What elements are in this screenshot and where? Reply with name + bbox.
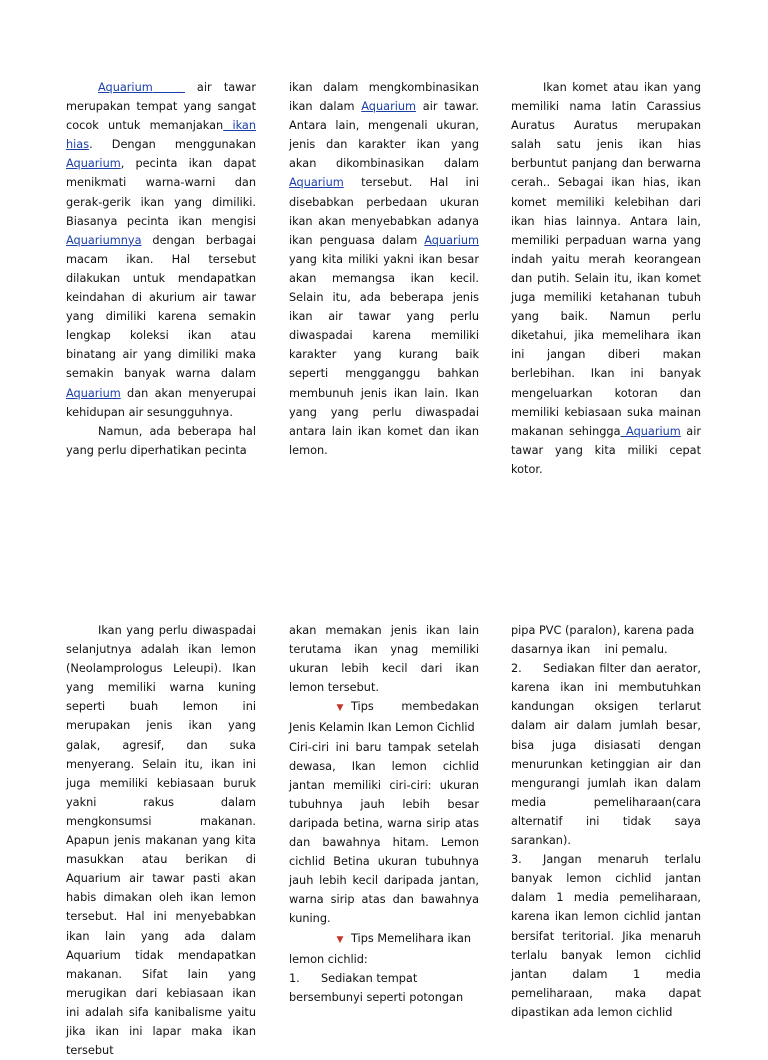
list-number: 1.	[289, 971, 300, 985]
text-run: air tawar. Antara lain, mengenali ukuran, jenis dan karakter ikan yang akan dikombinasikan dalam	[289, 100, 479, 171]
top-column-1	[66, 78, 256, 460]
list-item	[289, 969, 479, 1007]
list-number: 3.	[511, 853, 522, 867]
text-run: air tawar yang kita miliki cepat kotor.	[511, 424, 701, 476]
text-run: Tips Memelihara ikan lemon cichlid:	[289, 931, 472, 966]
text-run: ikan dalam mengkombinasikan ikan dalam	[289, 81, 479, 114]
link-aquarium[interactable]: Aquarium	[620, 424, 681, 438]
paragraph: akan memakan jenis ikan lain terutama ikan ynag memiliki ukuran lebih kecil dari ikan lemon tersebut.	[289, 624, 479, 695]
text-run: Ikan komet atau ikan yang memiliki nama latin Carassius Auratus Auratus merupakan salah satu jenis ikan hias berbuntut panjang dan berwarna cerah.. Sebagai ikan hias, ikan komet memiliki kelebihan dari ikan hias lainnya. Antara lain, memiliki perpaduan warna yang indah yaitu merah keorangean dan putih. Selain itu, ikan komet juga memiliki ketahanan tubuh yang baik. Namun perlu diketahui, jika memelihara ikan ini jangan diberi makan berlebihan. Ikan ini banyak mengeluarkan kotoran dan memiliki kebiasaan suka mainan makanan sehingga	[511, 81, 701, 438]
link-aquarium[interactable]: Aquarium	[424, 233, 479, 247]
tips-heading	[289, 929, 479, 969]
paragraph: pipa PVC (paralon), karena pada dasarnya ikan ini pemalu.	[511, 624, 698, 657]
text-run: Tips membedakan Jenis Kelamin Ikan Lemon Cichlid	[289, 700, 479, 735]
bottom-column-2	[289, 621, 479, 1007]
text-run: air tawar merupakan tempat yang sangat cocok untuk memanjakan	[66, 81, 256, 133]
link-ikan-hias[interactable]: ikan hias	[66, 119, 257, 152]
text-run: , pecinta ikan dapat menikmati warna-warni dan gerak-gerik ikan yang dimiliki. Biasanya pecinta ikan mengisi	[66, 157, 256, 228]
pin-bullet-icon: ▼	[336, 703, 344, 714]
tips-heading	[289, 697, 479, 737]
text-run: dan akan menyerupai kehidupan air sesungguhnya.	[66, 386, 256, 419]
text-run: yang kita miliki yakni ikan besar akan memangsa ikan kecil. Selain itu, ada beberapa jenis ikan air tawar yang perlu diwaspadai karena memiliki karakter yang kurang baik seperti mengganggu bahkan membunuh jenis ikan lain. Ikan yang yang perlu diwaspadai antara lain ikan komet dan ikan lemon.	[289, 252, 479, 457]
link-aquarium[interactable]: Aquarium	[66, 157, 121, 171]
text-run: . Dengan menggunakan	[89, 138, 256, 152]
top-column-2	[289, 78, 479, 460]
top-column-3	[511, 78, 701, 479]
paragraph	[66, 78, 256, 422]
link-aquarium[interactable]: Aquarium	[289, 176, 344, 190]
paragraph	[289, 78, 479, 460]
paragraph	[511, 78, 701, 479]
list-item	[511, 659, 701, 850]
text-run: dengan berbagai macam ikan. Hal tersebut dilakukan untuk mendapatkan keindahan di akurium air tawar yang dimiliki karena semakin lengkap koleksi ikan atau binatang air yang dimiliki maka semakin banyak warna dalam	[66, 233, 256, 381]
link-aquarium[interactable]: Aquarium	[361, 100, 417, 114]
paragraph: Ciri-ciri ini baru tampak setelah dewasa, Ikan lemon cichlid jantan memiliki ciri-ciri: ukuran tubuhnya jauh lebih besar daripada betina, warna sirip atas dan bawahnya hitam. Lemon cichlid Betina ukuran tubuhnya jauh lebih kecil daripada jantan, warna sirip atas dan bawahnya kuning.	[289, 740, 479, 926]
list-item	[511, 850, 701, 1022]
text-run: Sediakan filter dan aerator, karena ikan ini membutuhkan kandungan oksigen terlarut dalam air dalam jumlah besar, bisa juga disiasati dengan menurunkan ketinggian air dan mengurangi jumlah ikan dalam media pemeliharaan(cara alternatif ini tidak saya sarankan).	[511, 662, 701, 848]
text-run: Jangan menaruh terlalu banyak lemon cichlid jantan dalam 1 media pemeliharaan, karena ikan lemon cichlid jantan bersifat teritorial. Jika menaruh terlalu banyak lemon cichlid jantan dalam 1 media pemeliharaan, maka dapat dipastikan ada lemon cichlid	[511, 853, 701, 1019]
link-aquarium[interactable]: Aquarium	[98, 81, 153, 94]
bottom-column-1	[66, 621, 256, 1060]
pin-bullet-icon: ▼	[336, 934, 344, 945]
bottom-column-3	[511, 621, 701, 1022]
paragraph: Ikan yang perlu diwaspadai selanjutnya adalah ikan lemon (Neolamprologus Leleupi). Ikan yang memiliki warna kuning seperti buah lemon ini merupakan jenis ikan yang galak, agresif, dan suka menyerang. Selain itu, ikan ini juga memiliki kebiasaan buruk yakni rakus dalam mengkonsumsi makanan. Apapun jenis makanan yang kita masukkan atau berikan di Aquarium air tawar pasti akan habis dimakan oleh ikan lemon tersebut. Hal ini menyebabkan ikan lain yang ada dalam Aquarium tidak mendapatkan makanan. Sifat lain yang merugikan dari kebiasaan ikan ini adalah sifa kanibalisme yaitu jika ikan ini lapar maka ikan tersebut	[66, 624, 256, 1058]
text-run: Sediakan tempat bersembunyi seperti potongan	[289, 971, 464, 1004]
paragraph: Namun, ada beberapa hal yang perlu diperhatikan pecinta	[66, 424, 256, 457]
link-aquarium[interactable]: Aquarium	[66, 386, 121, 400]
list-number: 2.	[511, 662, 522, 676]
text-run	[153, 80, 185, 93]
link-aquariumnya[interactable]: Aquariumnya	[66, 233, 142, 247]
text-run: tersebut. Hal ini disebabkan perbedaan ukuran ikan akan menyebabkan adanya ikan penguasa dalam	[289, 176, 479, 247]
